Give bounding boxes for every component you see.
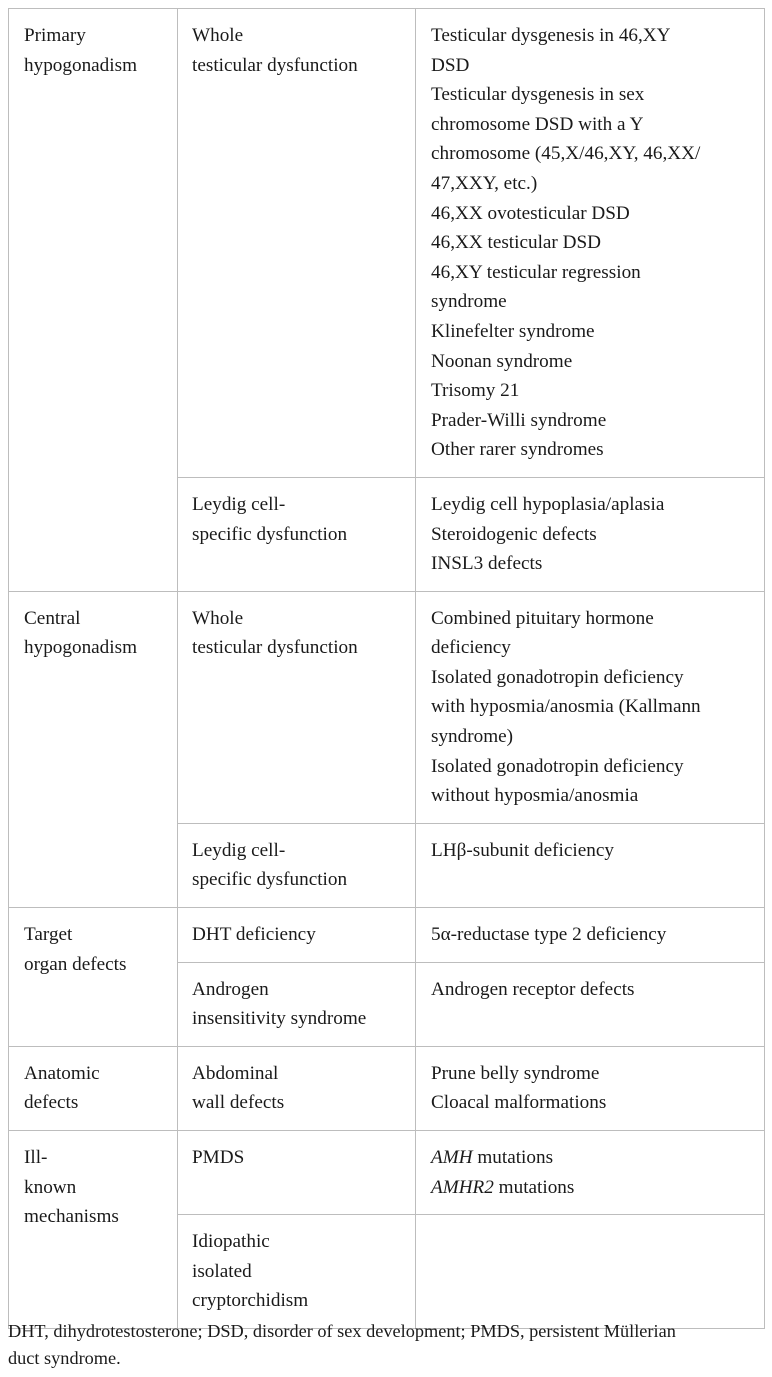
mechanism-line: isolated — [192, 1260, 252, 1282]
category-line: Primary — [24, 25, 86, 46]
mechanism-line: insensitivity syndrome — [192, 1008, 367, 1030]
conditions-cell — [416, 1046, 765, 1130]
condition-line: Isolated gonadotropin deficiency — [431, 755, 684, 777]
condition-line: 47,XXY, etc.) — [431, 172, 538, 194]
condition-line: INSL3 defects — [431, 553, 543, 575]
mechanism-cell — [178, 962, 416, 1046]
condition-line: Prune belly syndrome — [431, 1062, 600, 1084]
condition-line: Cloacal malformations — [431, 1092, 607, 1114]
mechanism-line: testicular dysfunction — [192, 54, 358, 76]
mechanism-cell — [178, 477, 416, 591]
category-line: defects — [24, 1092, 79, 1114]
condition-line: 5α-reductase type 2 deficiency — [431, 924, 667, 946]
condition-line: syndrome — [431, 291, 507, 313]
table-row — [9, 9, 765, 478]
condition-line: syndrome) — [431, 726, 514, 748]
category-cell — [9, 1131, 178, 1329]
mechanism-line: Leydig cell- — [192, 493, 286, 515]
condition-text: mutations — [472, 1147, 554, 1168]
condition-line: 46,XX testicular DSD — [431, 232, 601, 254]
footnote-line: DHT, dihydrotestosterone; DSD, disorder of sex development; PMDS, persistent Müllerian — [8, 1321, 676, 1341]
conditions-cell — [416, 9, 765, 478]
gene-name: AMH — [431, 1147, 473, 1168]
condition-line: with hyposmia/anosmia (Kallmann — [431, 696, 701, 718]
conditions-cell — [416, 908, 765, 963]
mechanism-cell — [178, 1131, 416, 1215]
condition-line: Other rarer syndromes — [431, 439, 604, 461]
mechanism-line: Whole — [192, 607, 244, 629]
mechanism-cell — [178, 908, 416, 963]
condition-line: Leydig cell hypoplasia/aplasia — [431, 493, 665, 515]
category-line: mechanisms — [24, 1206, 119, 1228]
condition-line: LHβ-subunit deficiency — [431, 839, 614, 861]
mechanism-line: specific dysfunction — [192, 869, 348, 891]
mechanism-cell — [178, 9, 416, 478]
condition-line: Testicular dysgenesis in 46,XY — [431, 25, 671, 46]
category-line: hypogonadism — [24, 54, 137, 76]
mechanism-line: PMDS — [192, 1147, 245, 1168]
condition-text: mutations — [493, 1176, 575, 1198]
condition-line: Testicular dysgenesis in sex — [431, 84, 645, 106]
category-line: known — [24, 1176, 77, 1198]
mechanism-line: DHT deficiency — [192, 924, 316, 946]
table-row — [9, 908, 765, 963]
category-line: hypogonadism — [24, 637, 137, 659]
condition-line: 46,XX ovotesticular DSD — [431, 202, 630, 224]
category-cell — [9, 1046, 178, 1130]
gene-name: AMHR2 — [431, 1176, 494, 1198]
condition-line: 46,XY testicular regression — [431, 261, 641, 283]
condition-line — [431, 1173, 750, 1203]
condition-line: Klinefelter syndrome — [431, 320, 595, 342]
classification-table — [8, 8, 765, 1329]
table-row — [9, 591, 765, 823]
table-row — [9, 1046, 765, 1130]
mechanism-line: wall defects — [192, 1092, 285, 1114]
condition-line: without hyposmia/anosmia — [431, 785, 639, 807]
category-line: organ defects — [24, 953, 127, 975]
mechanism-line: specific dysfunction — [192, 523, 348, 545]
table-body — [9, 9, 765, 1329]
mechanism-line: testicular dysfunction — [192, 637, 358, 659]
condition-line: Prader-Willi syndrome — [431, 409, 607, 431]
category-cell — [9, 591, 178, 907]
condition-line: chromosome DSD with a Y — [431, 113, 644, 135]
mechanism-line: Whole — [192, 25, 244, 46]
condition-line: Noonan syndrome — [431, 350, 573, 372]
conditions-cell — [416, 591, 765, 823]
mechanism-cell — [178, 591, 416, 823]
mechanism-line: Idiopathic — [192, 1231, 270, 1253]
condition-line: Androgen receptor defects — [431, 978, 635, 1000]
category-line: Ill- — [24, 1147, 48, 1168]
mechanism-cell — [178, 1046, 416, 1130]
mechanism-line: cryptorchidism — [192, 1290, 309, 1312]
condition-line — [431, 1143, 750, 1173]
conditions-cell — [416, 823, 765, 907]
mechanism-line: Androgen — [192, 978, 269, 1000]
mechanism-cell — [178, 1215, 416, 1329]
category-line: Target — [24, 924, 73, 946]
category-line: Central — [24, 607, 81, 629]
condition-line: Isolated gonadotropin deficiency — [431, 666, 684, 688]
condition-line: Combined pituitary hormone — [431, 607, 654, 629]
mechanism-line: Abdominal — [192, 1062, 279, 1084]
table-footnote — [8, 1318, 768, 1372]
conditions-cell — [416, 1215, 765, 1329]
conditions-cell — [416, 962, 765, 1046]
category-cell — [9, 908, 178, 1047]
mechanism-line: Leydig cell- — [192, 839, 286, 861]
conditions-cell — [416, 1131, 765, 1215]
condition-line: Steroidogenic defects — [431, 523, 597, 545]
table-row — [9, 1131, 765, 1215]
category-line: Anatomic — [24, 1062, 100, 1084]
condition-line: chromosome (45,X/46,XY, 46,XX/ — [431, 143, 701, 165]
condition-line: deficiency — [431, 637, 511, 659]
conditions-cell — [416, 477, 765, 591]
category-cell — [9, 9, 178, 592]
condition-line: DSD — [431, 54, 470, 76]
footnote-line: duct syndrome. — [8, 1348, 121, 1368]
mechanism-cell — [178, 823, 416, 907]
condition-line: Trisomy 21 — [431, 380, 520, 402]
